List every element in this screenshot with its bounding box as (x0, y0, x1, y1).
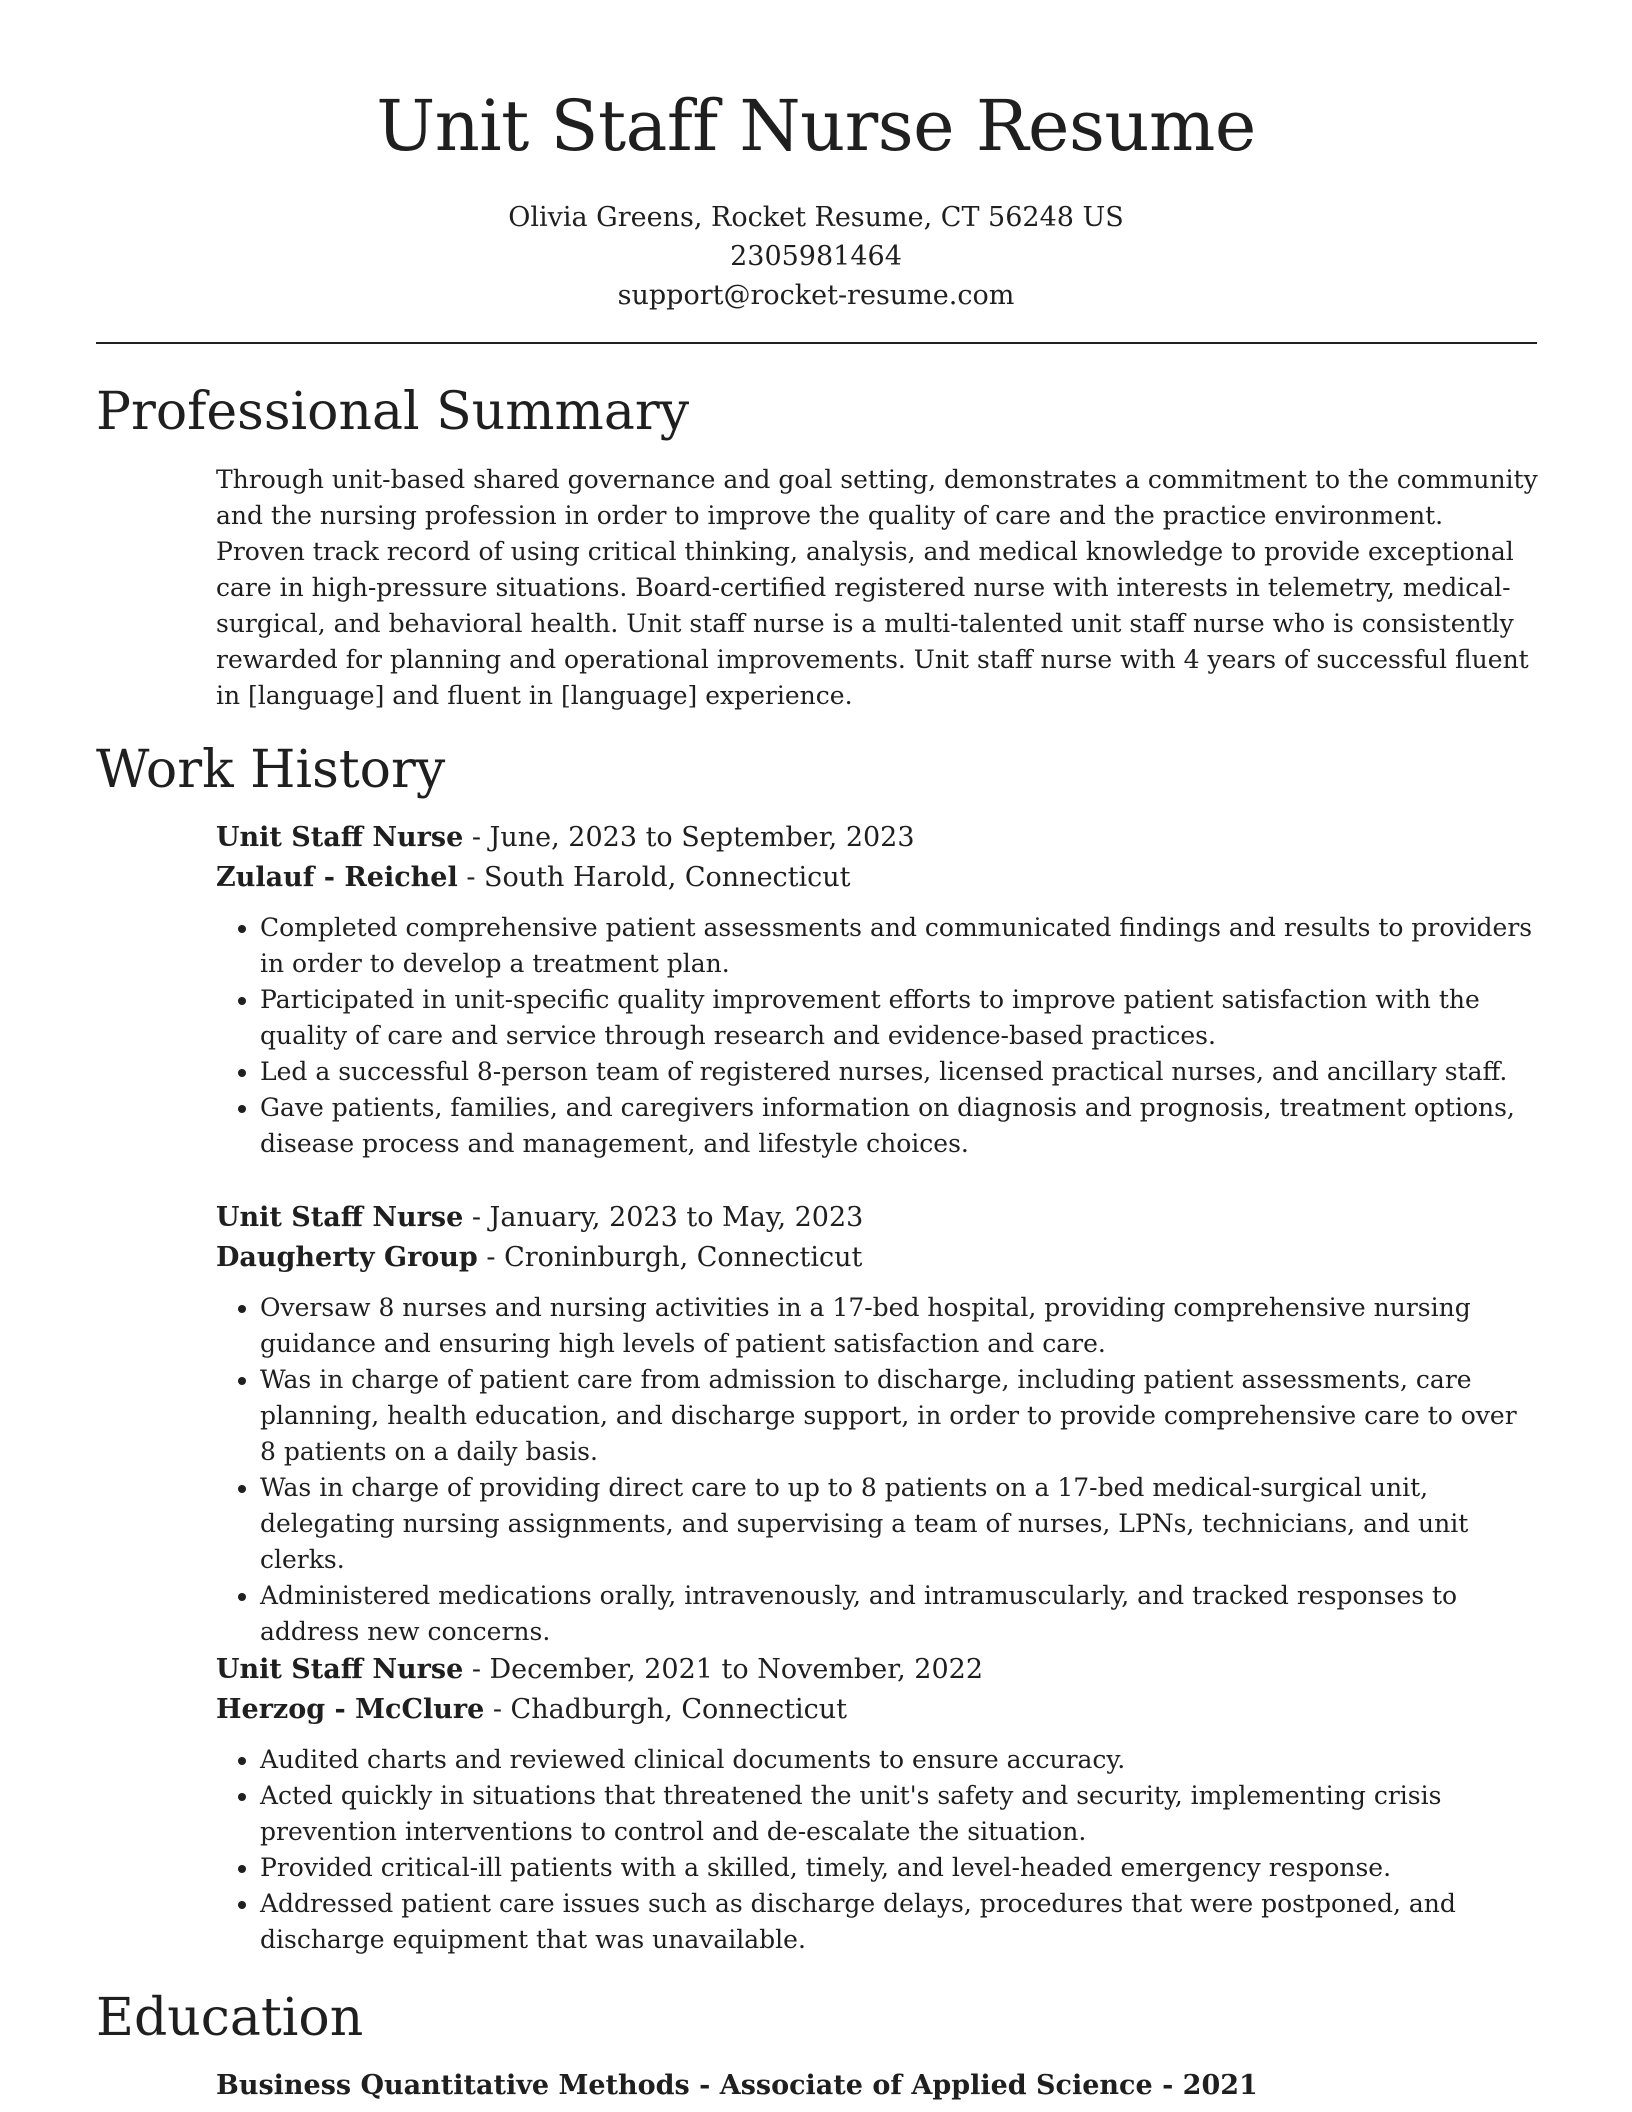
job-company-line (216, 1238, 1538, 1278)
job-bullet: • Oversaw 8 nurses and nursing activities in a 17-bed hospital, providing comprehensive nursing guidance and ensuring high levels of patient satisfaction and care. (260, 1290, 1538, 1362)
job-bullets (216, 910, 1538, 1162)
job-location: - Croninburgh, Connecticut (477, 1242, 863, 1273)
contact-phone: 2305981464 (730, 241, 902, 272)
job-entry (216, 1198, 1538, 1650)
job-location: - South Harold, Connecticut (457, 862, 851, 893)
job-bullet: • Addressed patient care issues such as discharge delays, procedures that were postponed, and discharge equipment that was unavailable. (260, 1886, 1538, 1958)
education-entry: Business Quantitative Methods - Associate of Applied Science - 2021 (216, 2070, 1258, 2101)
header-divider (96, 342, 1537, 344)
job-entry (216, 818, 1538, 1162)
job-company: Herzog - McClure (216, 1694, 485, 1725)
work-history-heading: Work History (96, 740, 446, 800)
summary-heading: Professional Summary (96, 382, 690, 442)
job-company-line (216, 1690, 1538, 1730)
job-bullet: • Audited charts and reviewed clinical documents to ensure accuracy. (260, 1742, 1538, 1778)
job-title: Unit Staff Nurse (216, 822, 464, 853)
job-entry (216, 1650, 1538, 1958)
job-bullets (216, 1742, 1538, 1958)
job-title: Unit Staff Nurse (216, 1202, 464, 1233)
job-bullet: • Acted quickly in situations that threatened the unit's safety and security, implementing crisis prevention interventions to control and de-escalate the situation. (260, 1778, 1538, 1850)
job-bullets (216, 1290, 1538, 1650)
job-title: Unit Staff Nurse (216, 1654, 464, 1685)
job-bullet: • Completed comprehensive patient assessments and communicated findings and results to providers in order to develop a treatment plan. (260, 910, 1538, 982)
summary-section (216, 462, 1538, 714)
job-bullet: • Led a successful 8-person team of registered nurses, licensed practical nurses, and ancillary staff. (260, 1054, 1538, 1090)
job-bullet: • Provided critical-ill patients with a skilled, timely, and level-headed emergency response. (260, 1850, 1538, 1886)
job-company: Daugherty Group (216, 1242, 478, 1273)
job-bullet: • Was in charge of providing direct care to up to 8 patients on a 17-bed medical-surgical unit, delegating nursing assignments, and supervising a team of nurses, LPNs, technicians, and unit clerks. (260, 1470, 1538, 1578)
contact-email: support@rocket-resume.com (617, 280, 1015, 311)
job-location: - Chadburgh, Connecticut (484, 1694, 848, 1725)
job-dates: - January, 2023 to May, 2023 (463, 1202, 864, 1233)
job-bullet: • Was in charge of patient care from admission to discharge, including patient assessments, care planning, health education, and discharge support, in order to provide comprehensive care to over 8 patients on a daily basis. (260, 1362, 1538, 1470)
job-dates: - June, 2023 to September, 2023 (463, 822, 915, 853)
job-company: Zulauf - Reichel (216, 862, 458, 893)
job-title-line (216, 1650, 1538, 1690)
resume-header (0, 0, 1632, 315)
contact-address: Olivia Greens, Rocket Resume, CT 56248 US (508, 202, 1124, 233)
job-bullet: • Participated in unit-specific quality improvement efforts to improve patient satisfaction with the quality of care and service through research and evidence-based practices. (260, 982, 1538, 1054)
job-title-line (216, 1198, 1538, 1238)
job-title-line (216, 818, 1538, 858)
summary-text: Through unit-based shared governance and goal setting, demonstrates a commitment to the community and the nursing profession in order to improve the quality of care and the practice environment. Proven track record of using critical thinking, analysis, and medical knowledge to provide exceptional care in high-pressure situations. Board-certified registered nurse with interests in telemetry, medical-surgical, and behavioral health. Unit staff nurse is a multi-talented unit staff nurse who is consistently rewarded for planning and operational improvements. Unit staff nurse with 4 years of successful fluent in [language] and fluent in [language] experience. (216, 465, 1538, 710)
page-title: Unit Staff Nurse Resume (376, 85, 1256, 167)
education-heading: Education (96, 1988, 364, 2048)
contact-block (0, 198, 1632, 315)
job-dates: - December, 2021 to November, 2022 (463, 1654, 984, 1685)
job-bullet: • Administered medications orally, intravenously, and intramuscularly, and tracked responses to address new concerns. (260, 1578, 1538, 1650)
job-bullet: • Gave patients, families, and caregivers information on diagnosis and prognosis, treatment options, disease process and management, and lifestyle choices. (260, 1090, 1538, 1162)
job-company-line (216, 858, 1538, 898)
